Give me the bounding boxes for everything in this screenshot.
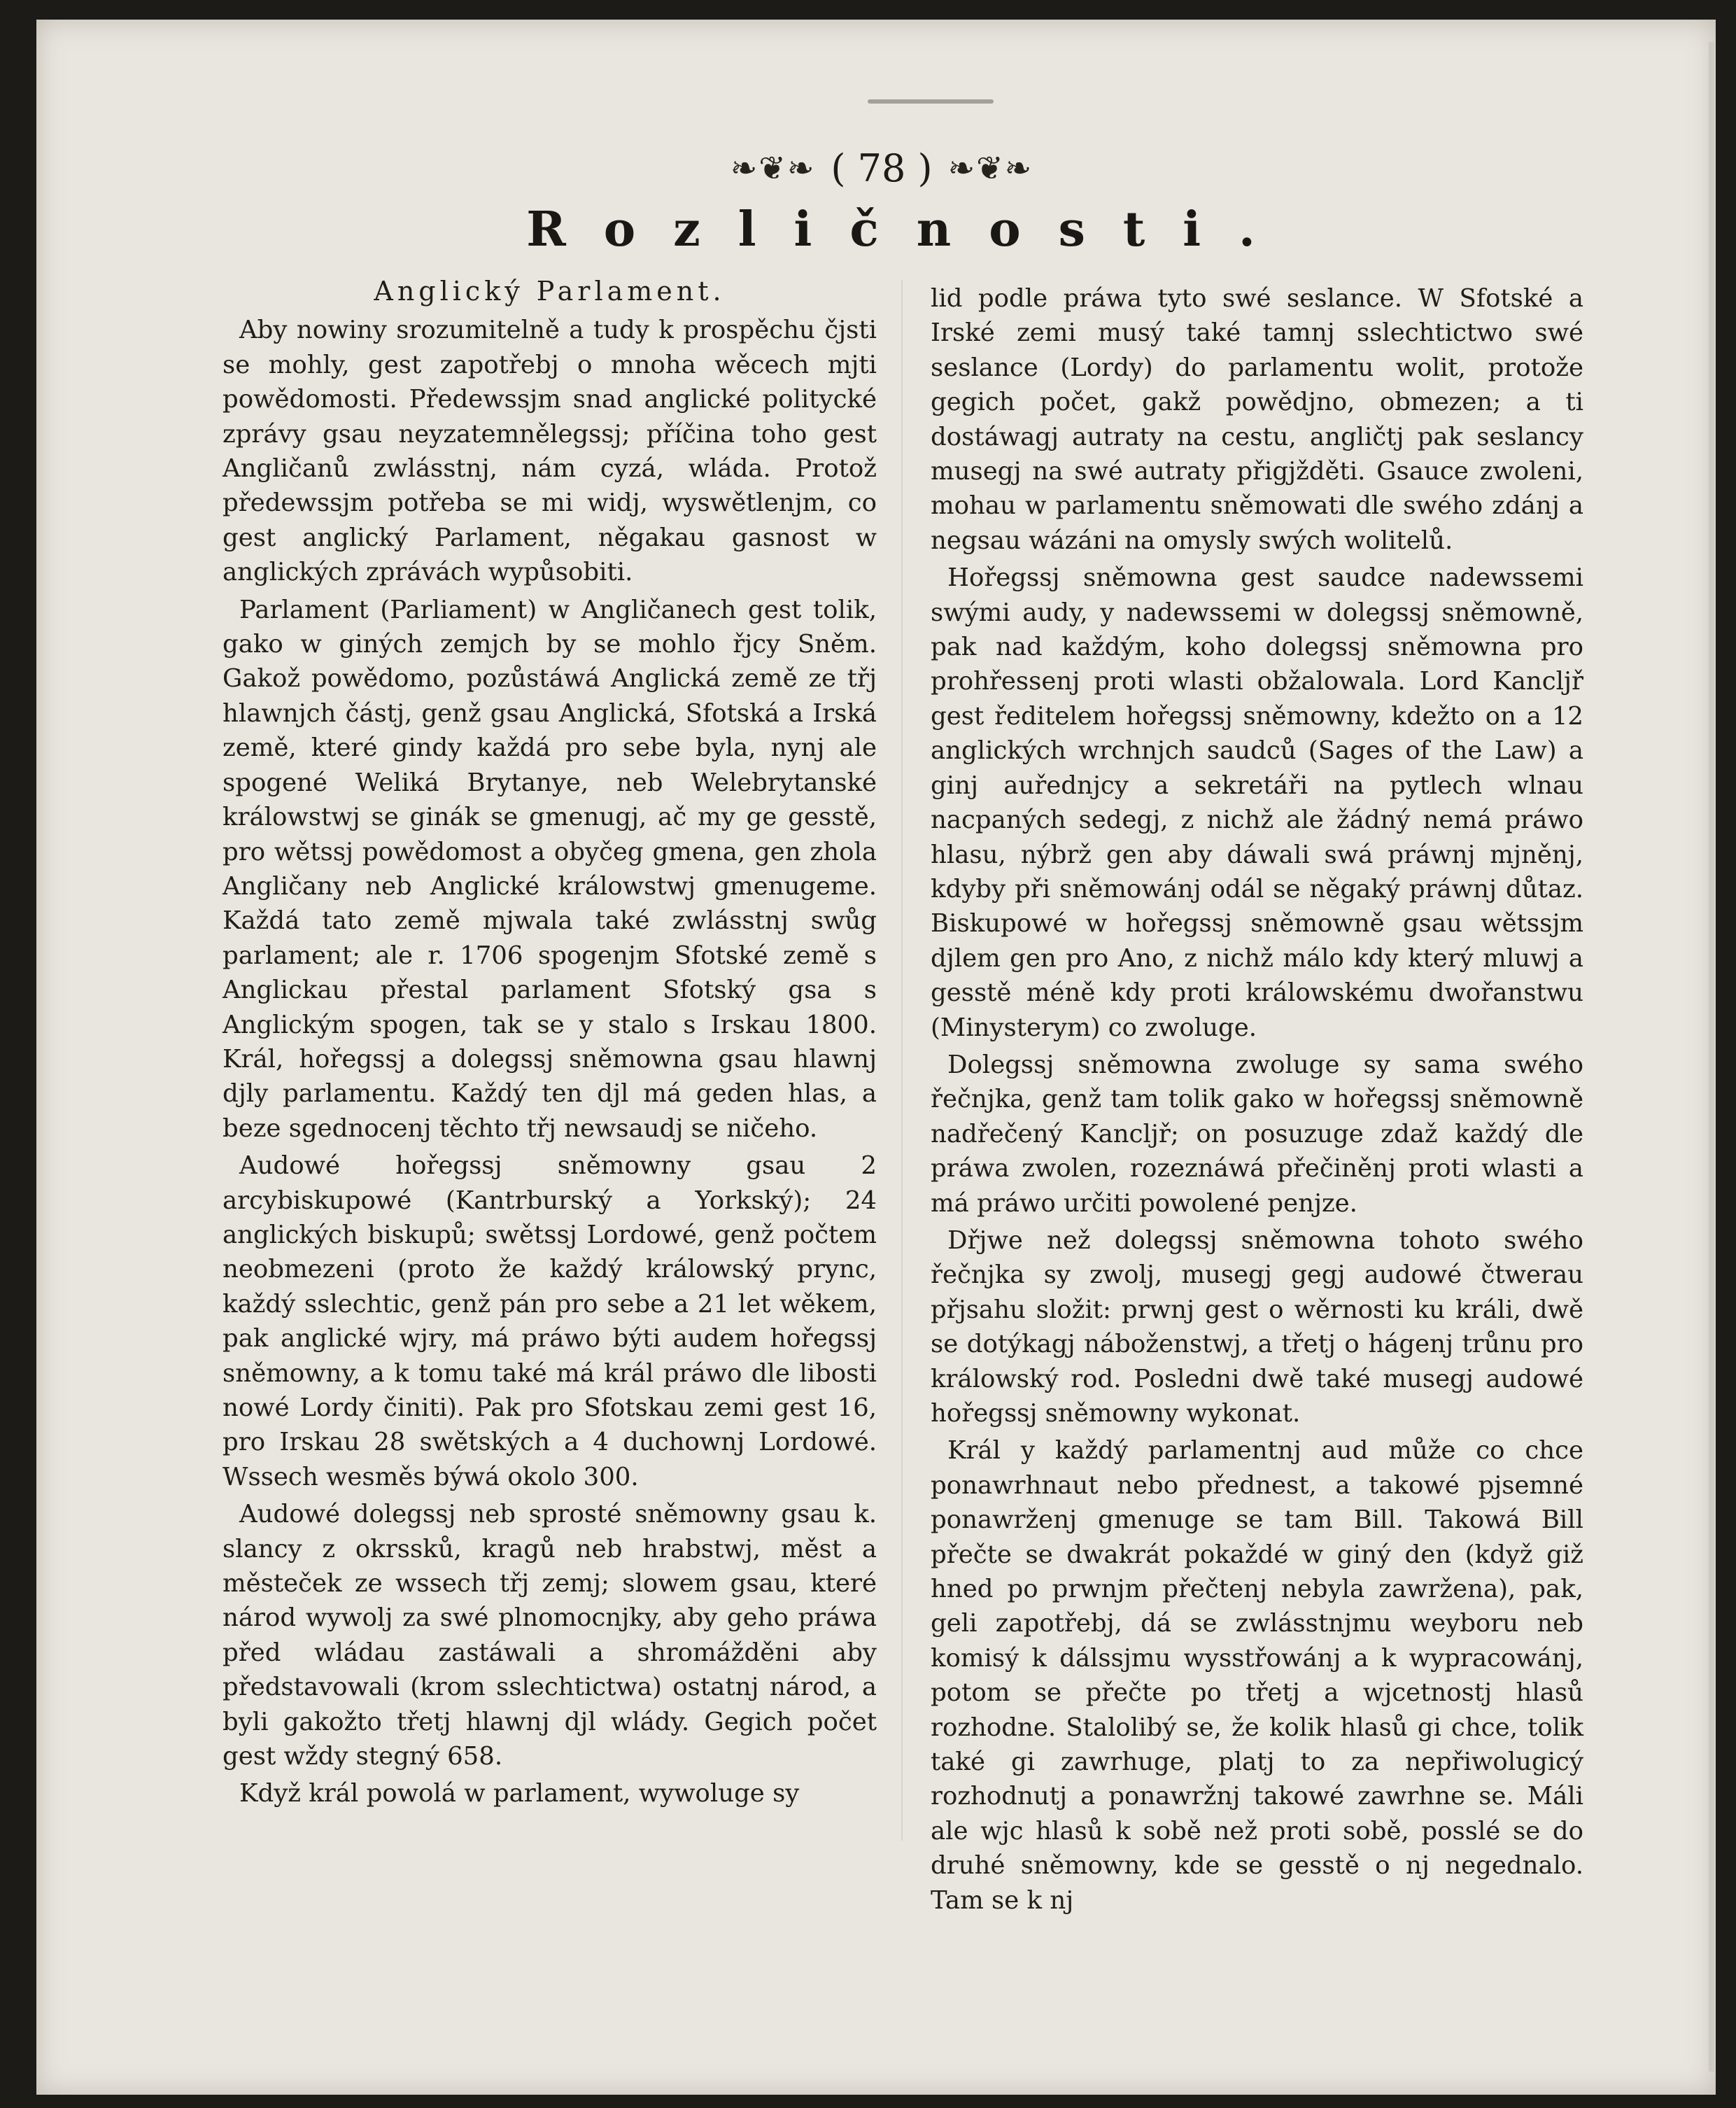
column-gutter bbox=[901, 280, 903, 1841]
paper-edge bbox=[1709, 42, 1714, 2072]
paragraph: Parlament (Parliament) w Angličanech gest tolik, gako w giných zemjch by se mohlo řjcy Sněm. Gakož powědomo, pozůstáwá Anglická země ze třj hlawnjch částj, genž gsau Anglická, Sfotská a Irská země, které gindy každá pro sebe byla, nynj ale spogené Weliká Brytanye, neb Welebrytanské králowstwj se ginák se gmenugj, ač my ge gesstě, pro wětssj powědomost a obyčeg gmena, gen zhola Angličany neb Anglické králowstwj gmenugeme. Každá tato země mjwala také zwlásstnj swůg parlament; ale r. 1706 spogenjm Sfotské země s Anglickau přestal parlament Sfotský gsa s Anglickým spogen, tak se y stalo s Irskau 1800. Král, hořegssj a dolegssj sněmowna gsau hlawnj djly parlamentu. Každý ten djl má geden hlas, a beze sgednocenj těchto třj newsaudj se ničeho. bbox=[223, 595, 877, 1143]
paragraph: Když král powolá w parlament, wywoluge sy bbox=[239, 1779, 800, 1808]
ornament-right-icon: ❧❦❧ bbox=[947, 149, 1033, 187]
ornament-left-icon: ❧❦❧ bbox=[730, 149, 816, 187]
paragraph: Dřjwe než dolegssj sněmowna tohoto swého řečnjka sy zwolj, musegj gegj audowé čtwerau přjsahu složit: prwnj gest o wěrnosti ku králi, dwě se dotýkagj náboženstwj, a třetj o hágenj trůnu pro králowský rod. Posledni dwě také musegj audowé hořegssj sněmowny wykonat. bbox=[931, 1225, 1583, 1428]
right-column bbox=[931, 281, 1583, 1918]
paragraph: Dolegssj sněmowna zwoluge sy sama swého řečnjka, genž tam tolik gako w hořegssj sněmowně nadřečený Kancljř; on posuzuge zdaž každý dle práwa zwolen, rozeznáwá přečiněnj proti wlasti a má práwo určiti powolené penjze. bbox=[931, 1050, 1583, 1218]
running-head bbox=[700, 140, 1064, 196]
paragraph: Král y každý parlamentnj aud může co chce ponawrhnaut nebo přednest, a takowé pjsemné ponawrženj gmenuge se tam Bill. Takowá Bill přečte se dwakrát pokaždé w giný den (když giž hned po prwnjm přečtenj nebyla zawržena), pak, geli zapotřebj, dá se zwlásstnjmu weyboru neb komisý k dálssjmu wysstřowánj a k wypracowánj, potom se přečte po třetj a wjcetnostj hlasů rozhodne. Stalolibý se, že kolik hlasů gi chce, tolik také gi zawrhuge, platj to za nepřiwolugicý rozhodnutj a ponawržnj takowé zawrhne se. Máli ale wjc hlasů k sobě než proti sobě, posslé se do druhé sněmowny, kde se gesstě o nj negednalo. Tam se k nj bbox=[931, 1436, 1583, 1915]
page-number: ( 78 ) bbox=[831, 146, 933, 190]
left-column bbox=[223, 274, 877, 1811]
paragraph: lid podle práwa tyto swé seslance. W Sfotské a Irské zemi musý také tamnj sslechtictwo swé seslance (Lordy) do parlamentu wolit, protože gegich počet, gakž powědjno, obmezen; a ti dostáwagj autraty na cestu, angličtj pak seslancy musegj na swé autraty přigjžděti. Gsauce zwoleni, mohau w parlamentu sněmowati dle swého zdánj a negsau wázáni na omysly swých wolitelů. bbox=[931, 284, 1583, 555]
ink-smudge bbox=[868, 99, 994, 104]
article-heading: Anglický Parlament. bbox=[374, 276, 726, 307]
section-title: Rozličnosti. bbox=[526, 202, 1293, 258]
paragraph: Hořegssj sněmowna gest saudce nadewssemi swými audy, y nadewssemi w dolegssj sněmowně, pak nad každým, koho dolegssj sněmowna pro prohřessenj proti wlasti obžalowala. Lord Kancljř gest ředitelem hořegssj sněmowny, kdežto on a 12 anglických wrchnjch saudců (Sages of the Law) a ginj auřednjcy a sekretáři na pytlech wlnau nacpaných sedegj, z nichž ale žádný nemá práwo hlasu, nýbrž gen aby dáwali swá práwnj mjněnj, kdyby při sněmowánj odál se něgaký práwnj důtaz. Biskupowé w hořegssj sněmowně gsau wětssjm djlem gen pro Ano, z nichž málo kdy který mluwj a gesstě méně kdy proti králowskému dwořanstwu (Minysterym) co zwoluge. bbox=[931, 563, 1583, 1042]
paragraph: Aby nowiny srozumitelně a tudy k prospěchu čjsti se mohly, gest zapotřebj o mnoha wěcech mjti powědomosti. Předewssjm snad anglické politycké zprávy gsau neyzatemnělegssj; příčina toho gest Angličanů zwlásstnj, nám cyzá, wláda. Protož předewssjm potřeba se mi widj, wyswětlenjm, co gest anglický Parlament, něgakau gasnost w anglických zprávách wypůsobiti. bbox=[223, 316, 877, 587]
paragraph: Audowé hořegssj sněmowny gsau 2 arcybiskupowé (Kantrburský a Yorkský); 24 anglických biskupů; swětssj Lordowé, genž počtem neobmezeni (proto že každý králowský prync, každý sslechtic, genž pán pro sebe a 21 let wěkem, pak anglické wjry, má práwo býti audem hořegssj sněmowny, a k tomu také má král práwo dle libosti nowé Lordy činiti). Pak pro Sfotskau zemi gest 16, pro Irskau 28 swětských a 4 duchownj Lordowé. Wssech wesměs býwá okolo 300. bbox=[223, 1151, 877, 1491]
paragraph: Audowé dolegssj neb sprosté sněmowny gsau k. slancy z okrssků, kragů neb hrabstwj, měst a městeček ze wssech třj zemj; slowem gsau, které národ wywolj za swé plnomocnjky, aby geho práwa před wládau zastáwali a shromážděni aby představowali (krom sslechtictwa) ostatnj národ, a byli gakožto třetj hlawnj djl wlády. Gegich počet gest wždy stegný 658. bbox=[223, 1500, 877, 1771]
